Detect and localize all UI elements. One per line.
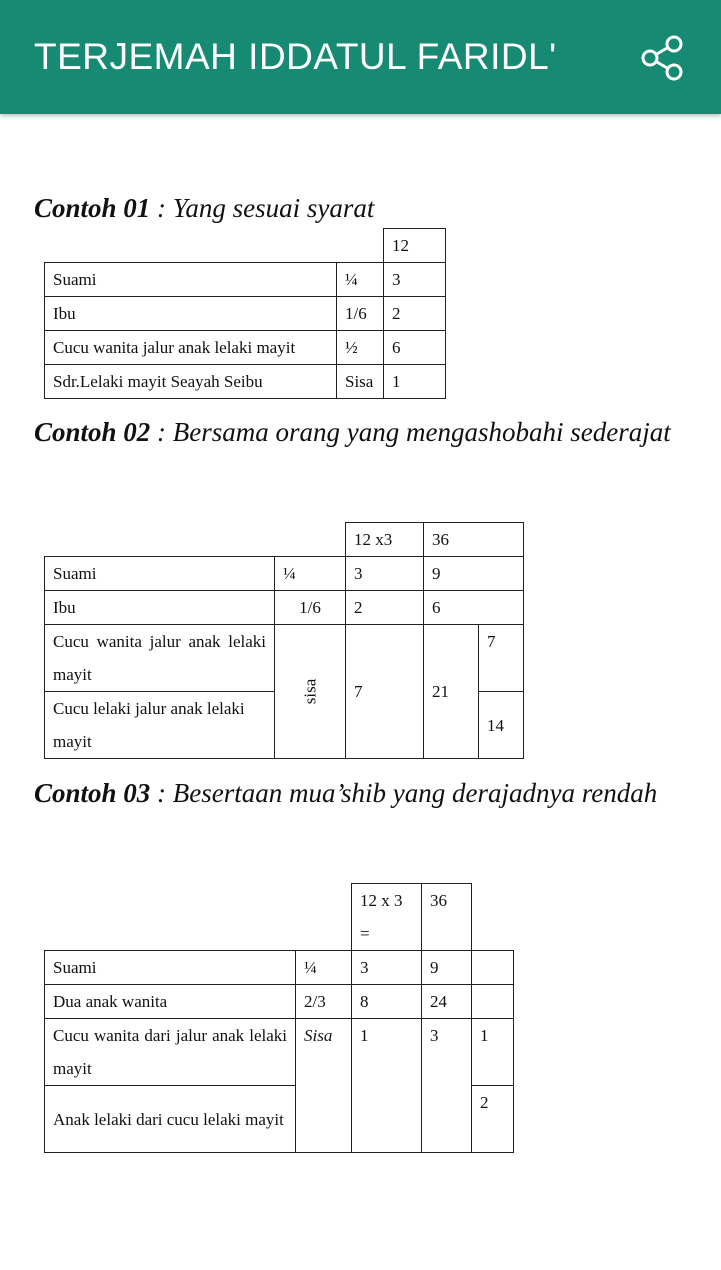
table-cell: Ibu [45,591,275,625]
example-3-title: : Besertaan mua’shib yang derajadnya rendah [150,778,658,808]
table-row [45,625,524,692]
table-cell: Sisa [337,365,384,399]
table-cell: ¼ [275,557,346,591]
example-2-title: : Bersama orang yang mengashobahi sederajat [150,417,671,447]
table-cell: 6 [384,331,446,365]
table-cell: Suami [45,951,296,985]
table-cell: Dua anak wanita [45,985,296,1019]
app-bar [0,0,721,114]
table-cell: 9 [424,557,524,591]
table-row [45,331,446,365]
table-cell: 3 [422,1019,472,1153]
table-cell: 7 [346,625,424,759]
table-cell: 21 [424,625,479,759]
table-row [45,263,446,297]
table-cell: 24 [422,985,472,1019]
example-3-table [44,883,514,1153]
table-row [45,365,446,399]
table-cell [275,625,346,759]
vertical-label: sisa [300,678,320,705]
table-cell: ¼ [296,951,352,985]
table-cell: 1/6 [275,591,346,625]
table-cell: 2/3 [296,985,352,1019]
table-cell: Sdr.Lelaki mayit Seayah Seibu [45,365,337,399]
example-1-heading [34,189,684,227]
table-row [45,1019,514,1086]
table-cell: Anak lelaki dari cucu lelaki mayit [45,1086,296,1153]
table-cell [472,951,514,985]
table-cell: 7 [479,625,524,692]
table-cell: Suami [45,557,275,591]
share-icon[interactable] [636,32,688,84]
example-1-table [44,228,446,399]
table-cell: 9 [422,951,472,985]
table-cell: 1 [384,365,446,399]
table-cell: 6 [424,591,524,625]
table-cell: Cucu lelaki jalur anak lelaki mayit [45,692,275,759]
table-cell: Sisa [296,1019,352,1153]
table-cell: 2 [384,297,446,331]
app-title: TERJEMAH IDDATUL FARIDL' [34,36,557,77]
table-row [45,557,524,591]
table-cell: 3 [346,557,424,591]
table-cell: 3 [352,951,422,985]
example-3-heading [34,774,684,812]
table-cell: 12 [384,229,446,263]
example-2-label: Contoh 02 [34,417,151,447]
table-cell: Cucu wanita jalur anak lelaki mayit [45,331,337,365]
table-cell: ¼ [337,263,384,297]
table-cell: 14 [479,692,524,759]
table-row [45,951,514,985]
table-cell: 1 [472,1019,514,1086]
example-2-heading [34,413,684,451]
table-row [45,591,524,625]
table-cell: 36 [424,523,524,557]
table-cell: 12 x3 [346,523,424,557]
example-3-label: Contoh 03 [34,778,151,808]
table-cell: 12 x 3 = [352,884,422,951]
table-cell: Ibu [45,297,337,331]
example-2-table [44,522,524,759]
table-cell: 36 [422,884,472,951]
table-cell: 1 [352,1019,422,1153]
example-1-label: Contoh 01 [34,193,151,223]
table-cell [472,985,514,1019]
table-cell: Cucu wanita jalur anak lelaki mayit [45,625,275,692]
table-cell: 2 [472,1086,514,1153]
table-cell: 2 [346,591,424,625]
table-cell: 1/6 [337,297,384,331]
table-cell: 3 [384,263,446,297]
table-cell: 8 [352,985,422,1019]
table-cell: Cucu wanita dari jalur anak lelaki mayit [45,1019,296,1086]
table-row [45,297,446,331]
table-row [45,985,514,1019]
example-1-title: : Yang sesuai syarat [150,193,375,223]
table-cell: ½ [337,331,384,365]
table-cell: Suami [45,263,337,297]
